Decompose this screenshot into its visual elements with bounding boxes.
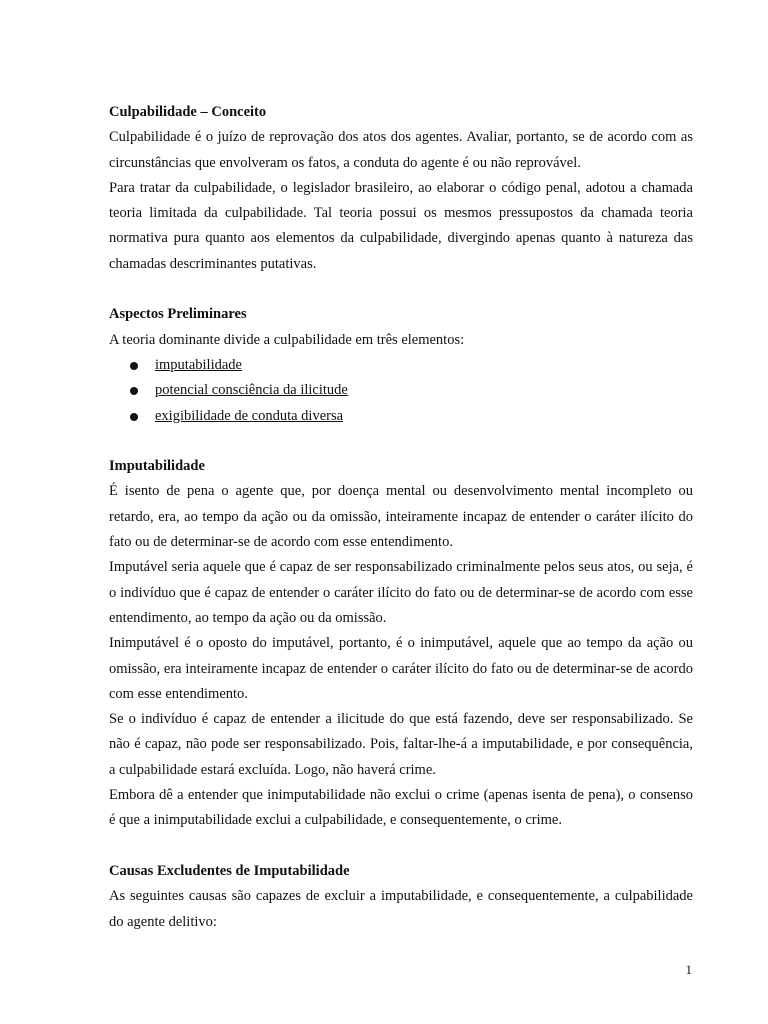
paragraph: A teoria dominante divide a culpabilidade em três elementos: — [109, 331, 465, 348]
section-aspectos-preliminares — [109, 302, 693, 428]
spacer — [109, 834, 693, 859]
section-heading: Causas Excludentes de Imputabilidade — [109, 862, 350, 879]
link-imputabilidade[interactable]: imputabilidade — [155, 356, 242, 373]
list-item — [109, 378, 693, 403]
page-number: 1 — [685, 962, 692, 977]
bullet-list — [109, 353, 693, 429]
paragraph: É isento de pena o agente que, por doença mental ou desenvolvimento mental incompleto ou retardo, era, ao tempo da ação ou da omissão, inteiramente incapaz de entender o caráter ilícito do fato ou de determinar-se de acordo com esse entendimento. — [109, 483, 693, 551]
section-heading: Imputabilidade — [109, 458, 205, 475]
bullet-icon — [130, 387, 138, 395]
document-page — [109, 100, 693, 935]
spacer — [109, 277, 693, 302]
section-causas-excludentes — [109, 859, 693, 935]
paragraph: Imputável seria aquele que é capaz de ser responsabilizado criminalmente pelos seus atos, ou seja, é o indivíduo que é capaz de entender o caráter ilícito do fato ou de determinar-se de acordo com esse entendimento, ao tempo da ação ou da omissão. — [109, 559, 693, 626]
paragraph: Para tratar da culpabilidade, o legislador brasileiro, ao elaborar o código penal, adotou a chamada teoria limitada da culpabilidade. Tal teoria possui os mesmos pressupostos da chamada teoria normativa pura quanto aos elementos da culpabilidade, divergindo apenas quanto à natureza das chamadas descriminantes putativas. — [109, 179, 693, 272]
paragraph: As seguintes causas são capazes de excluir a imputabilidade, e consequentemente, a culpabilidade do agente delitivo: — [109, 888, 693, 930]
bullet-icon — [130, 413, 138, 421]
section-heading: Aspectos Preliminares — [109, 306, 247, 323]
list-item — [109, 404, 693, 429]
paragraph: Embora dê a entender que inimputabilidade não exclui o crime (apenas isenta de pena), o consenso é que a inimputabilidade exclui a culpabilidade, e consequentemente, o crime. — [109, 787, 693, 829]
spacer — [109, 429, 693, 454]
section-conceito — [109, 100, 693, 277]
paragraph: Se o indivíduo é capaz de entender a ilicitude do que está fazendo, deve ser responsabilizado. Se não é capaz, não pode ser responsabilizado. Pois, faltar-lhe-á a imputabilidade, e por consequência, a culpabilidade estará excluída. Logo, não haverá crime. — [109, 711, 693, 778]
paragraph: Culpabilidade é o juízo de reprovação dos atos dos agentes. Avaliar, portanto, se de acordo com as circunstâncias que envolveram os fatos, a conduta do agente é ou não reprovável. — [109, 129, 693, 171]
bullet-icon — [130, 362, 138, 370]
section-heading: Culpabilidade – Conceito — [109, 104, 267, 120]
paragraph: Inimputável é o oposto do imputável, portanto, é o inimputável, aquele que ao tempo da ação ou omissão, era inteiramente incapaz de entender o caráter ilícito do fato ou de determinar-se de acordo com esse entendimento. — [109, 635, 693, 702]
section-imputabilidade — [109, 454, 693, 833]
link-exigibilidade[interactable]: exigibilidade de conduta diversa — [155, 407, 344, 424]
link-potencial-consciencia[interactable]: potencial consciência da ilicitude — [155, 382, 348, 399]
list-item — [109, 353, 693, 378]
